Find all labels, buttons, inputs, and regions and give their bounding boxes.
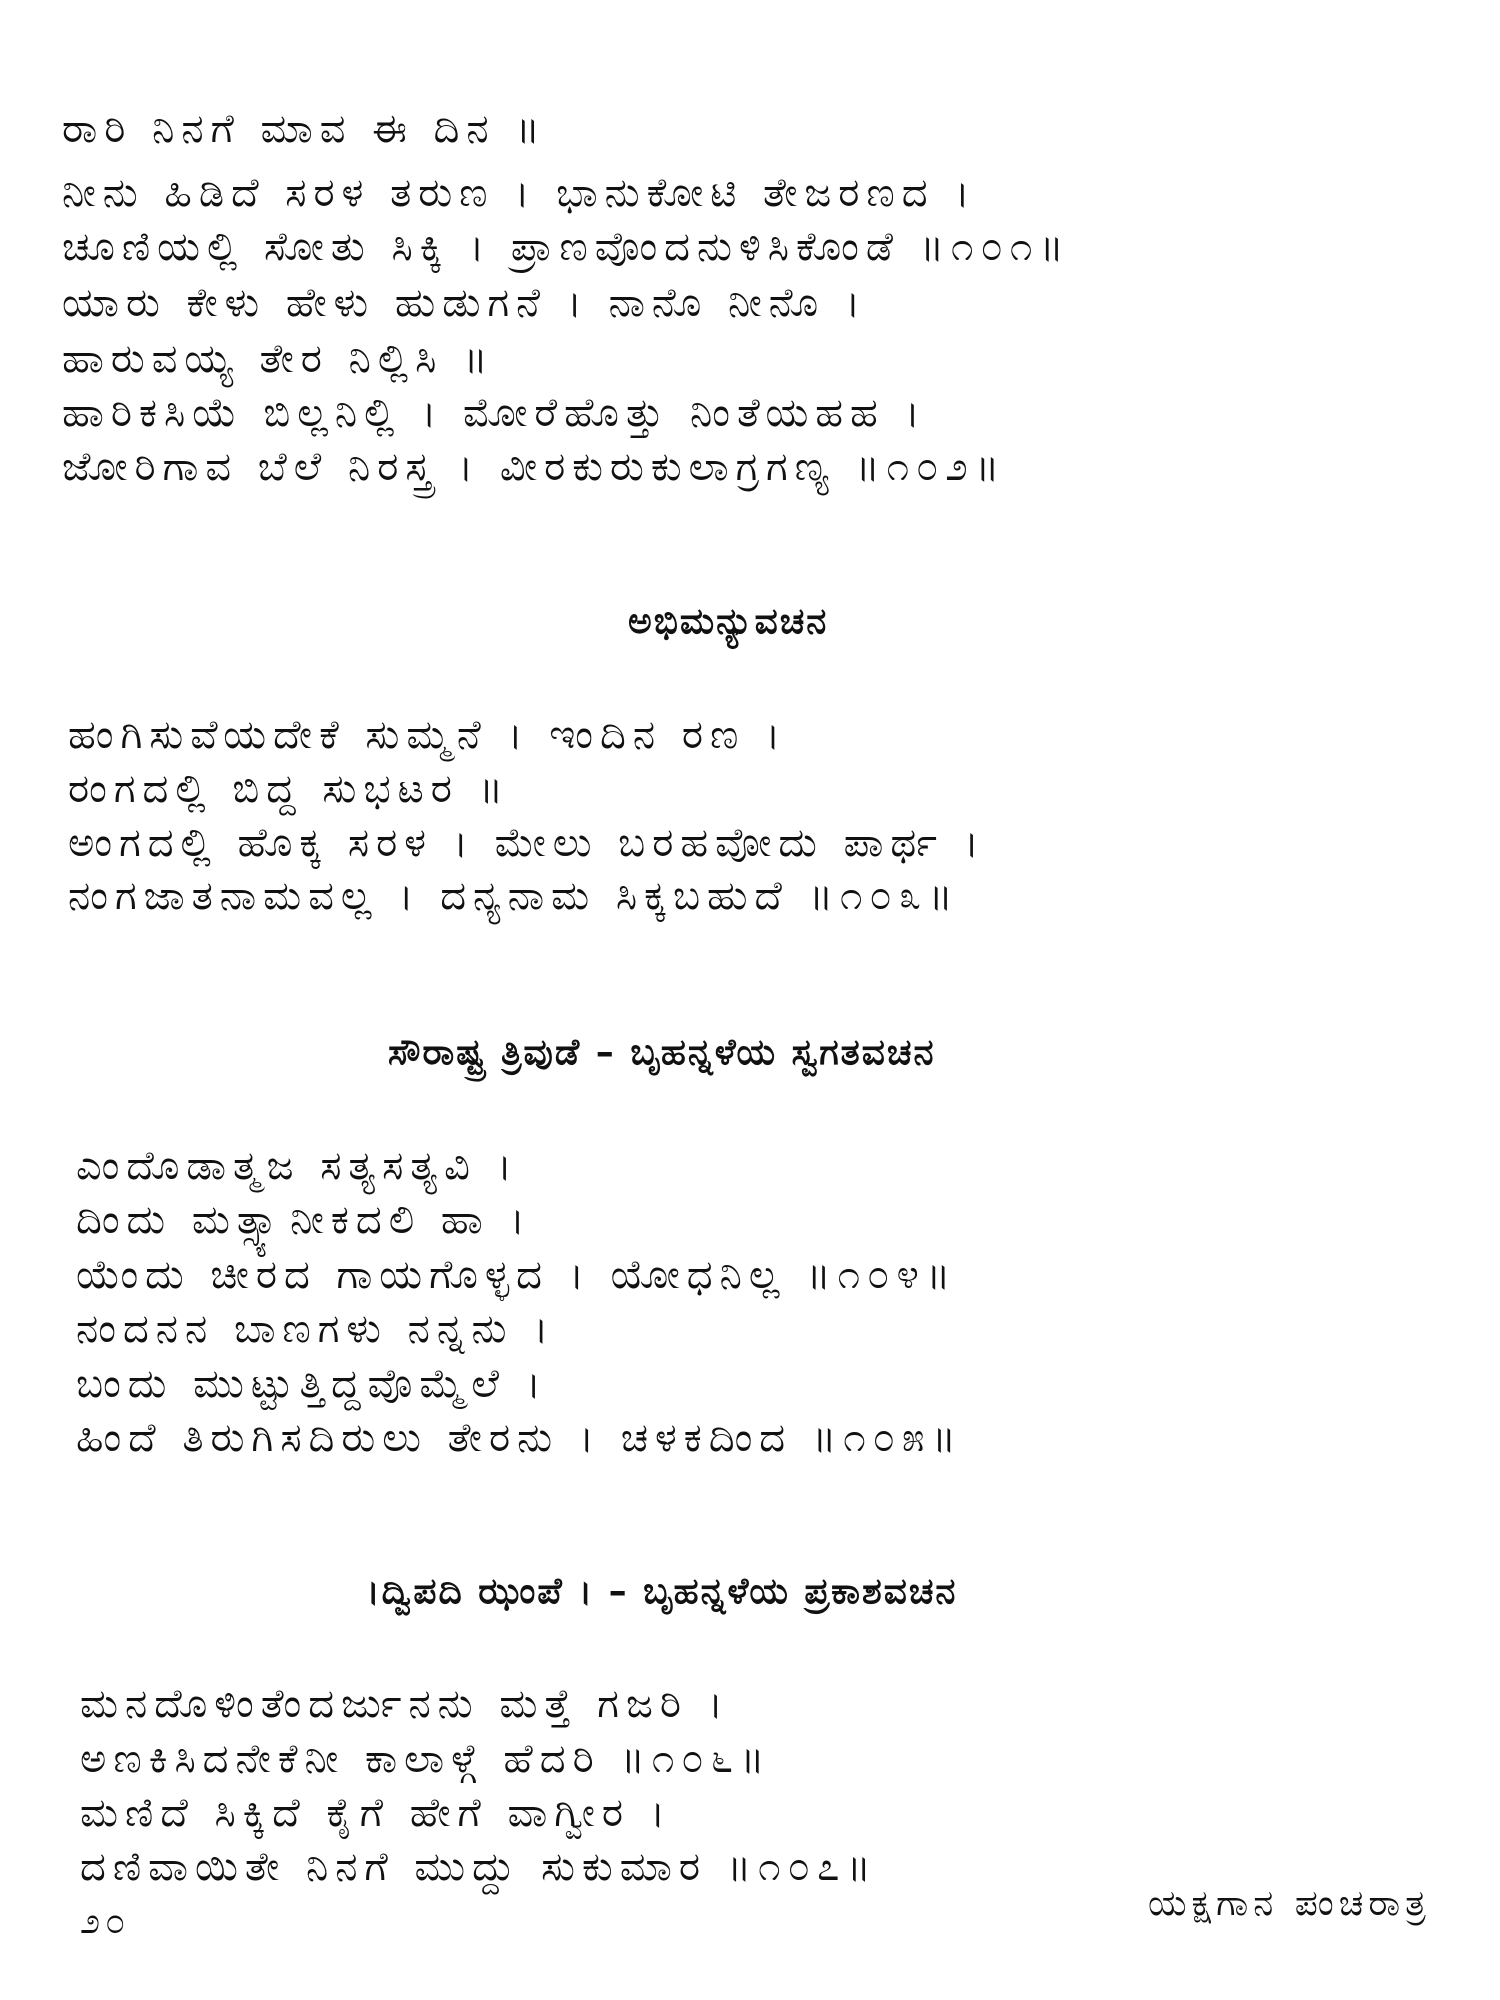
verse-line: ಯೆಂದು ಚೀರದ ಗಾಯಗೊಳ್ಳದ । ಯೋಧನಿಲ್ಲ ॥೧೦೪॥ xyxy=(76,1252,958,1298)
verse-line: ಅಂಗದಲ್ಲಿ ಹೊಕ್ಕ ಸರಳ । ಮೇಲು ಬರಹವೋದು ಪಾರ್ಥ । xyxy=(68,820,986,866)
verse-line: ಜೋರಿಗಾವ ಬೆಲೆ ನಿರಸ್ತ್ರ । ವೀರಕುರುಕುಲಾಗ್ರಗಣ್ಯ ॥೧೦೨॥ xyxy=(62,444,1007,490)
section-heading: ।ದ್ವಿಪದಿ ಝಂಪೆ । – ಬೃಹನ್ನಳೆಯ ಪ್ರಕಾಶವಚನ xyxy=(366,1571,958,1612)
verse-line: ಹಾರಿಕಸಿಯೆ ಬಿಲ್ಲನಿಲ್ಲಿ । ಮೋರೆಹೊತ್ತು ನಿಂತೆಯಹಹ । xyxy=(62,390,927,436)
verse-line: ಮಣಿದೆ ಸಿಕ್ಕಿದೆ ಕೈಗೆ ಹೇಗೆ ವಾಗ್ವೀರ । xyxy=(80,1790,672,1836)
verse-line: ಎಂದೊಡಾತ್ಮಜ ಸತ್ಯಸತ್ಯವಿ । xyxy=(76,1143,519,1189)
section-heading: ಅಭಿಮನ್ಯುವಚನ xyxy=(628,601,829,642)
verse-line: ದಣಿವಾಯಿತೇ ನಿನಗೆ ಮುದ್ದು ಸುಕುಮಾರ ॥೧೦೭॥ xyxy=(80,1844,878,1890)
running-title: ಯಕ್ಷಗಾನ ಪಂಚರಾತ್ರ xyxy=(1148,1883,1431,1924)
verse-line: ಹಿಂದೆ ತಿರುಗಿಸದಿರುಲು ತೇರನು । ಚಳಕದಿಂದ ॥೧೦೫॥ xyxy=(76,1415,963,1461)
page-number: ೨೦ xyxy=(80,1901,131,1942)
verse-line: ದಿಂದು ಮತ್ಸ್ಯಾನೀಕದಲಿ ಹಾ । xyxy=(76,1197,532,1243)
verse-line: ನೀನು ಹಿಡಿದೆ ಸರಳ ತರುಣ । ಭಾನುಕೋಟಿ ತೇಜರಣದ । xyxy=(62,170,977,216)
verse-line: ರಾರಿ ನಿನಗೆ ಮಾವ ಈ ದಿನ ॥ xyxy=(62,106,547,152)
verse-line: ಮನದೊಳಿಂತೆಂದರ್ಜುನನು ಮತ್ತೆ ಗಜರಿ । xyxy=(80,1681,730,1727)
verse-line: ಚೂಣಿಯಲ್ಲಿ ಸೋತು ಸಿಕ್ಕಿ । ಪ್ರಾಣವೊಂದನುಳಿಸಿಕೊಂಡೆ ॥೧೦೧॥ xyxy=(62,224,1071,270)
verse-line: ನಂಗಜಾತನಾಮವಲ್ಲ । ದನ್ಯನಾಮ ಸಿಕ್ಕಬಹುದೆ ॥೧೦೩॥ xyxy=(68,873,960,919)
section-heading: ಸೌರಾಷ್ಟ್ರ ತ್ರಿವುಡೆ – ಬೃಹನ್ನಳೆಯ ಸ್ವಗತವಚನ xyxy=(388,1032,936,1073)
verse-line: ಹಂಗಿಸುವೆಯದೇಕೆ ಸುಮ್ಮನೆ । ಇಂದಿನ ರಣ । xyxy=(68,712,788,758)
verse-line: ಯಾರು ಕೇಳು ಹೇಳು ಹುಡುಗನೆ । ನಾನೊ ನೀನೊ । xyxy=(62,280,868,326)
verse-line: ನಂದನನ ಬಾಣಗಳು ನನ್ನನು । xyxy=(76,1306,556,1352)
verse-line: ರಂಗದಲ್ಲಿ ಬಿದ್ದ ಸುಭಟರ ॥ xyxy=(68,766,511,812)
verse-line: ಅಣಕಿಸಿದನೇಕೆನೀ ಕಾಲಾಳ್ಗೆ ಹೆದರಿ ॥೧೦೬॥ xyxy=(80,1736,772,1782)
verse-line: ಹಾರುವಯ್ಯ ತೇರ ನಿಲ್ಲಿಸಿ ॥ xyxy=(62,336,495,382)
verse-line: ಬಂದು ಮುಟ್ಟುತ್ತಿದ್ದವೊಮ್ಮೆಲೆ । xyxy=(76,1361,548,1407)
